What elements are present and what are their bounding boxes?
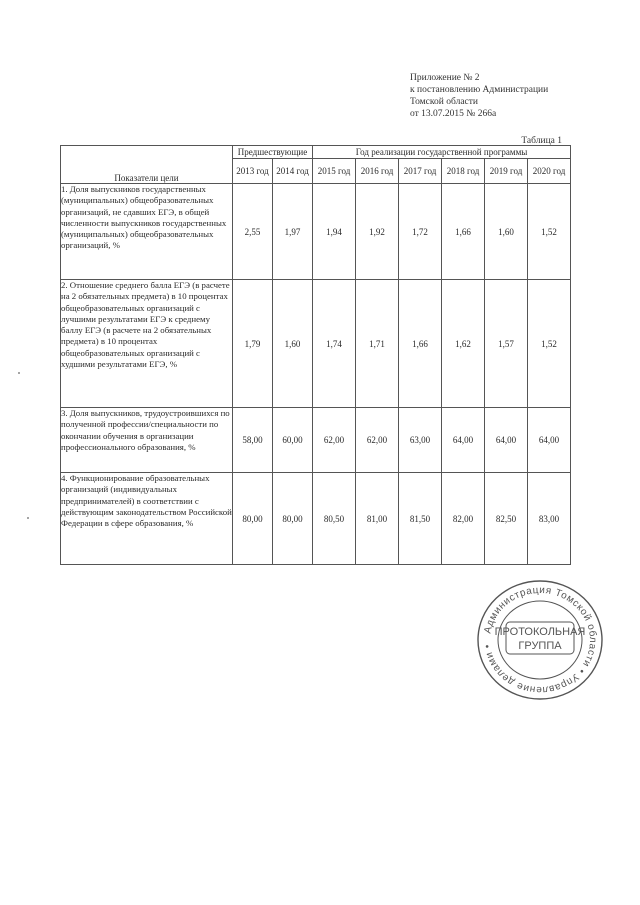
indicator-value: 1,72 [399, 184, 442, 280]
appendix-header [410, 72, 548, 120]
column-group-previous: Предшествующие [233, 146, 313, 159]
stamp-ring-text: Администрация Томской области • Управление делами • [482, 584, 599, 696]
table-label: Таблица 1 [521, 136, 562, 146]
indicator-value: 62,00 [313, 408, 356, 473]
table-row [61, 184, 571, 280]
header-line-2: к постановлению Администрации [410, 85, 549, 95]
year-header: 2018 год [442, 159, 485, 184]
indicator-value: 80,50 [313, 473, 356, 565]
year-header: 2019 год [485, 159, 528, 184]
header-line-1: Приложение № 2 [410, 73, 480, 83]
indicators-table [60, 145, 571, 565]
indicator-value: 1,79 [233, 280, 273, 408]
indicator-value: 1,62 [442, 280, 485, 408]
indicator-value: 80,00 [233, 473, 273, 565]
table-row [61, 408, 571, 473]
indicator-value: 1,97 [273, 184, 313, 280]
year-header: 2013 год [233, 159, 273, 184]
indicator-value: 1,52 [528, 184, 571, 280]
indicator-name: 4. Функционирование образовательных организаций (индивидуальных предпринимателей) в соответствии с действующим законодательством Российской Федерации в сфере образования, % [61, 473, 233, 565]
indicator-value: 60,00 [273, 408, 313, 473]
year-header: 2014 год [273, 159, 313, 184]
indicator-value: 64,00 [528, 408, 571, 473]
header-line-3: Томской области [410, 97, 478, 107]
indicator-value: 58,00 [233, 408, 273, 473]
official-stamp [476, 578, 604, 702]
stamp-center-line-1: ПРОТОКОЛЬНАЯ [494, 626, 586, 638]
indicator-value: 1,94 [313, 184, 356, 280]
column-header-indicators: Показатели цели [61, 146, 233, 184]
scan-speck [18, 372, 20, 374]
indicator-value: 1,74 [313, 280, 356, 408]
indicator-value: 1,66 [442, 184, 485, 280]
indicator-name: 2. Отношение среднего балла ЕГЭ (в расчете на 2 обязательных предмета) в 10 процентах общеобразовательных организаций с лучшими результатами ЕГЭ к среднему баллу ЕГЭ (в расчете на 2 обязательных предмета) в 10 процентах общеобразовательных организаций с худшими результатами ЕГЭ, % [61, 280, 233, 408]
indicator-value: 1,92 [356, 184, 399, 280]
indicator-value: 82,00 [442, 473, 485, 565]
year-header: 2020 год [528, 159, 571, 184]
scan-speck [27, 517, 29, 519]
indicator-value: 64,00 [485, 408, 528, 473]
year-header: 2015 год [313, 159, 356, 184]
indicator-value: 1,66 [399, 280, 442, 408]
year-header: 2017 год [399, 159, 442, 184]
year-header: 2016 год [356, 159, 399, 184]
indicator-name: 3. Доля выпускников, трудоустроившихся по полученной профессии/специальности по окончании обучения в организации профессионального образования, % [61, 408, 233, 473]
indicator-value: 82,50 [485, 473, 528, 565]
indicator-value: 83,00 [528, 473, 571, 565]
indicator-value: 81,00 [356, 473, 399, 565]
indicator-value: 1,60 [485, 184, 528, 280]
header-line-4: от 13.07.2015 № 266а [410, 109, 497, 119]
stamp-center-line-2: ГРУППА [518, 640, 562, 652]
table-row [61, 473, 571, 565]
indicator-value: 80,00 [273, 473, 313, 565]
indicator-value: 63,00 [399, 408, 442, 473]
indicator-value: 2,55 [233, 184, 273, 280]
indicator-value: 1,57 [485, 280, 528, 408]
indicator-value: 62,00 [356, 408, 399, 473]
indicator-value: 1,60 [273, 280, 313, 408]
column-group-program: Год реализации государственной программы [313, 146, 571, 159]
indicator-value: 64,00 [442, 408, 485, 473]
indicator-value: 1,71 [356, 280, 399, 408]
indicator-value: 1,52 [528, 280, 571, 408]
indicator-name: 1. Доля выпускников государственных (муниципальных) общеобразовательных организаций, не сдавших ЕГЭ, в общей численности выпускников государственных (муниципальных) общеобразовательных организаций, % [61, 184, 233, 280]
table-row [61, 280, 571, 408]
indicator-value: 81,50 [399, 473, 442, 565]
